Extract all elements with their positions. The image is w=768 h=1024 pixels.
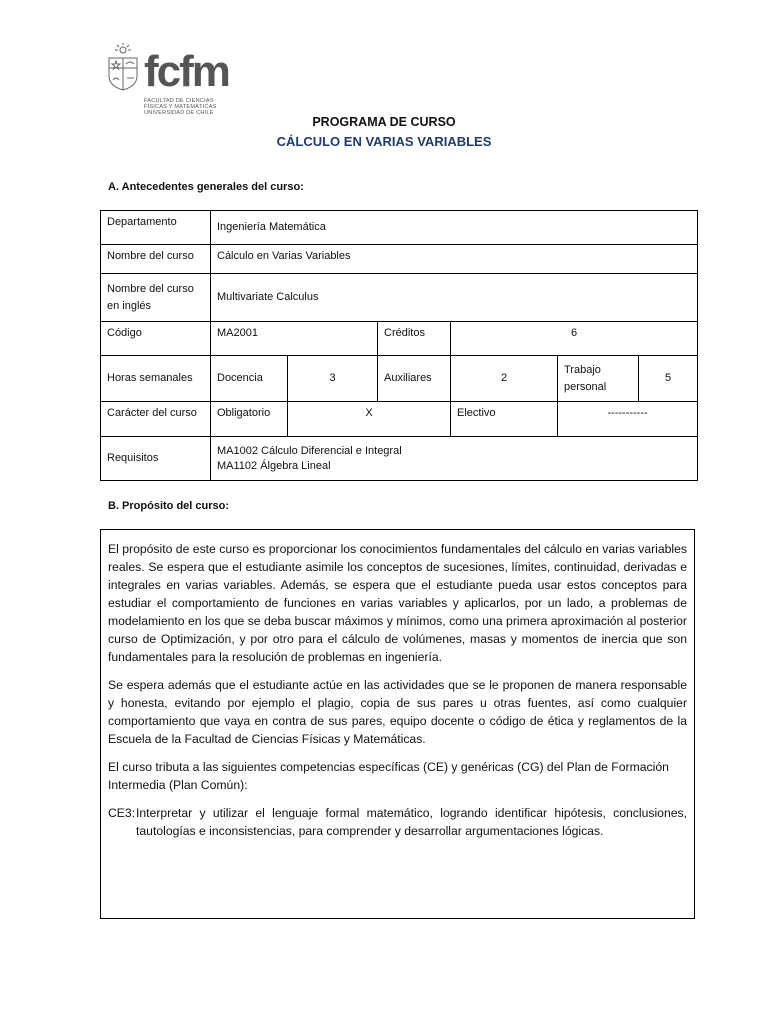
creditos-value: 6 — [451, 322, 698, 356]
program-title: PROGRAMA DE CURSO — [312, 115, 456, 129]
course-info-table — [100, 210, 698, 481]
requisito-2: MA1102 Álgebra Lineal — [217, 459, 331, 472]
horas-label: Horas semanales — [101, 356, 211, 402]
codigo-value: MA2001 — [211, 322, 378, 356]
requisitos-value — [211, 437, 698, 481]
table-row — [101, 356, 698, 402]
departamento-label: Departamento — [101, 211, 211, 245]
ce3-tag: CE3: — [108, 806, 136, 820]
codigo-label: Código — [101, 322, 211, 356]
purpose-paragraph-3: El curso tributa a las siguientes competencias específicas (CE) y genéricas (CG) del Plan de Formación Intermedia (Plan Común): — [108, 760, 669, 792]
purpose-paragraph-2: Se espera además que el estudiante actúe en las actividades que se le proponen de manera responsable y honesta, evitando por ejemplo el plagio, copia de sus pares u otras fuentes, así como cualquier comportamiento que vaya en contra de sus pares, equipo docente o código de ética y reglamentos de la Escuela de la Facultad de Ciencias Físicas y Matemáticas. — [108, 678, 687, 746]
logo-subtitle: FACULTAD DE CIENCIAS FÍSICAS Y MATEMÁTICAS UNIVERSIDAD DE CHILE — [144, 98, 217, 116]
auxiliares-label: Auxiliares — [378, 356, 451, 402]
section-b-heading: B. Propósito del curso: — [108, 500, 230, 512]
table-row — [101, 322, 698, 356]
nombre-ingles-value: Multivariate Calculus — [211, 274, 698, 322]
table-row — [101, 437, 698, 481]
departamento-value: Ingeniería Matemática — [211, 211, 698, 245]
purpose-paragraph-1: El propósito de este curso es proporcionar los conocimientos fundamentales del cálculo en varias variables reales. Se espera que el estudiante asimile los conceptos de sucesiones, límites, continuidad, derivadas e integrales en varias variables. Además, se espera que el estudiante pueda usar estos conceptos para estudiar el comportamiento de funciones en varias variables y aplicarlos, por un lado, a problemas de modelamiento en los que se deba buscar máximos y mínimos, como una primera aproximación al posterior curso de Optimización, y por otro para el cálculo de volúmenes, masas y momentos de inercia que son fundamentales para la resolución de problemas en ingeniería. — [108, 542, 687, 664]
electivo-value: ----------- — [558, 402, 698, 437]
obligatorio-value: X — [288, 402, 451, 437]
obligatorio-label: Obligatorio — [211, 402, 288, 437]
trabajo-label: Trabajo personal — [558, 356, 639, 402]
table-row — [101, 274, 698, 322]
competency-ce3 — [108, 804, 687, 840]
fcfm-logo — [106, 42, 236, 118]
requisitos-label: Requisitos — [101, 437, 211, 481]
table-row — [101, 211, 698, 245]
university-crest-icon — [106, 42, 144, 94]
course-title: CÁLCULO EN VARIAS VARIABLES — [276, 134, 492, 149]
nombre-value: Cálculo en Varias Variables — [211, 245, 698, 274]
nombre-ingles-label: Nombre del curso en inglés — [101, 274, 211, 322]
trabajo-value: 5 — [639, 356, 698, 402]
nombre-label: Nombre del curso — [101, 245, 211, 274]
section-a-heading: A. Antecedentes generales del curso: — [108, 181, 304, 193]
ce3-text: Interpretar y utilizar el lenguaje formal matemático, logrando identificar hipótesis, conclusiones, tautologías e inconsistencias, para comprender y desarrollar argumentaciones lógicas. — [136, 806, 687, 838]
table-row — [101, 402, 698, 437]
auxiliares-value: 2 — [451, 356, 558, 402]
creditos-label: Créditos — [378, 322, 451, 356]
requisito-1: MA1002 Cálculo Diferencial e Integral — [217, 444, 402, 457]
docencia-value: 3 — [288, 356, 378, 402]
purpose-box — [100, 529, 695, 919]
logo-wordmark: fcfm — [144, 47, 229, 96]
electivo-label: Electivo — [451, 402, 558, 437]
docencia-label: Docencia — [211, 356, 288, 402]
table-row — [101, 245, 698, 274]
caracter-label: Carácter del curso — [101, 402, 211, 437]
